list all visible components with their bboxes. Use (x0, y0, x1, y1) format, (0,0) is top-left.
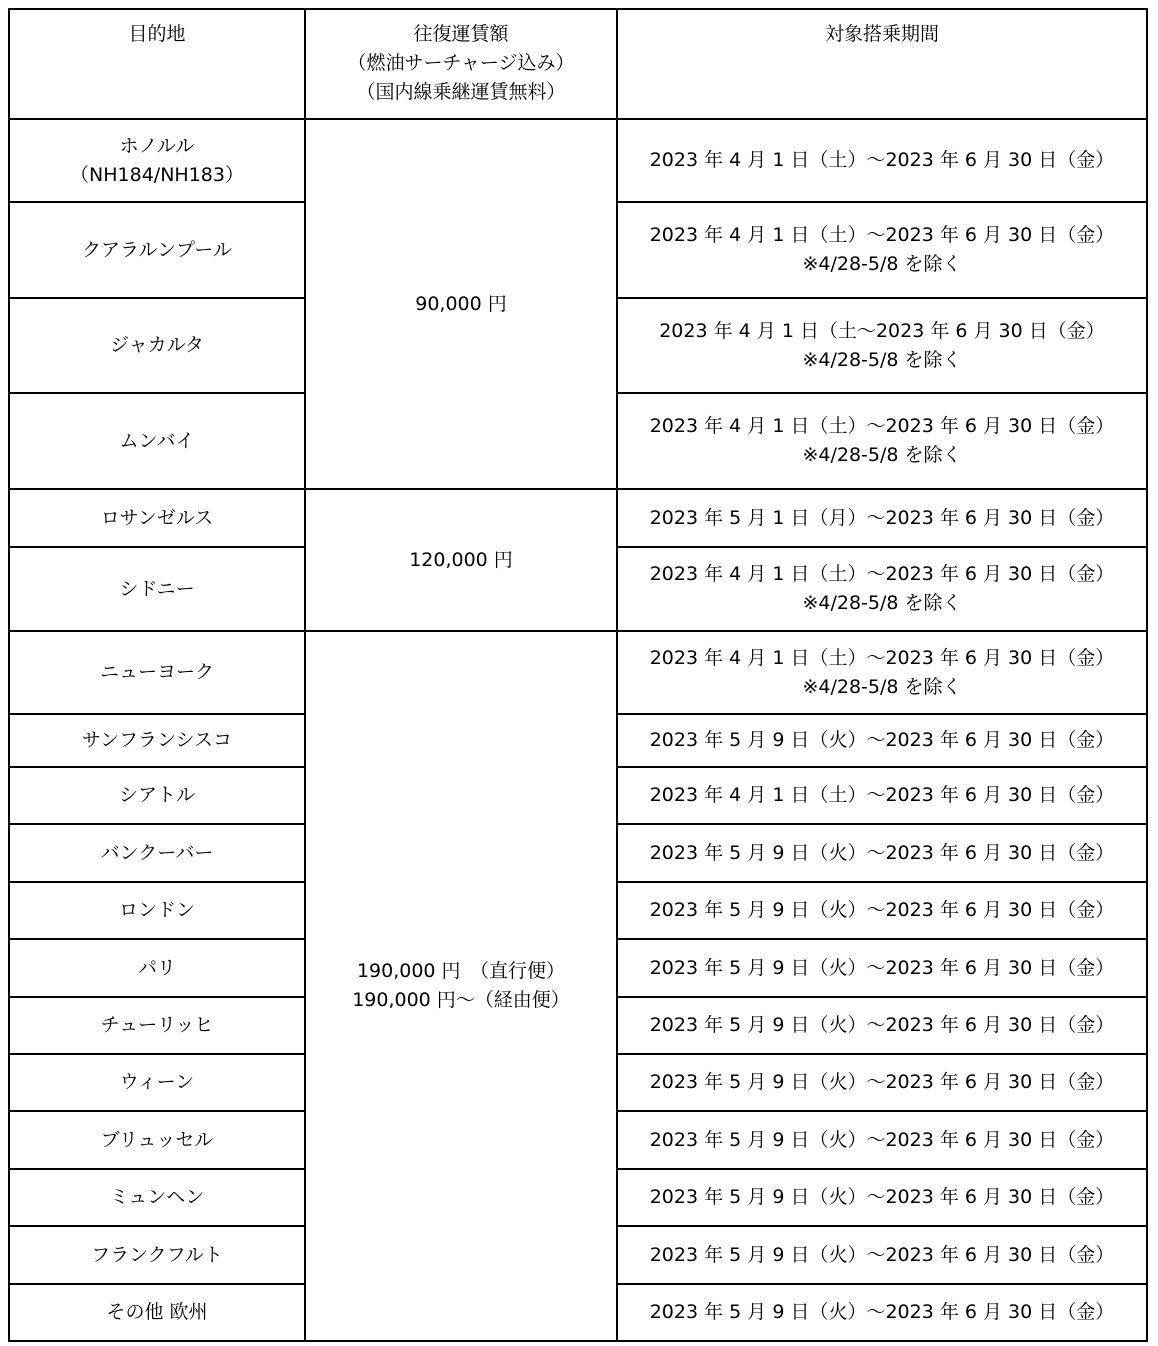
header-fare-line1: 往復運賃額 (413, 23, 509, 45)
header-destination: 目的地 (9, 9, 305, 119)
table-row (9, 489, 1147, 547)
destination-cell: ロンドン (9, 882, 305, 939)
fare-cell-group2: 120,000 円 (305, 489, 617, 631)
destination-cell: バンクーバー (9, 824, 305, 882)
destination-cell: ニューヨーク (9, 631, 305, 714)
period-note: ※4/28-5/8 を除く (802, 675, 962, 698)
period-cell (617, 298, 1147, 393)
period-note: ※4/28-5/8 を除く (802, 592, 962, 614)
destination-cell: ウィーン (9, 1054, 305, 1111)
period-cell (617, 202, 1147, 298)
period-cell: 2023 年 5 月 9 日（火）～2023 年 6 月 30 日（金） (617, 824, 1147, 882)
period-cell: 2023 年 5 月 9 日（火）～2023 年 6 月 30 日（金） (617, 882, 1147, 939)
table-row (9, 119, 1147, 202)
header-fare (305, 9, 617, 119)
destination-cell: ロサンゼルス (9, 489, 305, 547)
destination-cell: その他 欧州 (9, 1284, 305, 1341)
period-cell: 2023 年 5 月 9 日（火）～2023 年 6 月 30 日（金） (617, 1169, 1147, 1226)
period-cell: 2023 年 5 月 9 日（火）～2023 年 6 月 30 日（金） (617, 997, 1147, 1054)
period-text: 2023 年 4 月 1 日（土）～2023 年 6 月 30 日（金） (649, 646, 1115, 669)
period-cell: 2023 年 5 月 9 日（火）～2023 年 6 月 30 日（金） (617, 939, 1147, 997)
period-text: 2023 年 4 月 1 日（土）～2023 年 6 月 30 日（金） (649, 415, 1115, 437)
destination-cell: チューリッヒ (9, 997, 305, 1054)
destination-cell: シドニー (9, 547, 305, 631)
period-cell (617, 489, 1147, 547)
period-text: 2023 年 5 月 1 日（月）～2023 年 6 月 30 日（金） (649, 506, 1115, 529)
destination-cell: パリ (9, 939, 305, 997)
header-row (9, 9, 1147, 119)
period-cell: 2023 年 5 月 9 日（火）～2023 年 6 月 30 日（金） (617, 714, 1147, 767)
destination-cell: ブリュッセル (9, 1111, 305, 1169)
fare-connecting: 190,000 円～（経由便） (352, 989, 570, 1011)
header-fare-line3: （国内線乗継運賃無料） (356, 81, 566, 103)
period-cell (617, 119, 1147, 202)
table-row (9, 631, 1147, 714)
fare-cell-group3 (305, 631, 617, 1341)
destination-flight: （NH184/NH183） (70, 163, 244, 186)
period-cell (617, 547, 1147, 631)
period-text: 2023 年 4 月 1 日（土）～2023 年 6 月 30 日（金） (649, 563, 1115, 585)
fare-cell-group1: 90,000 円 (305, 119, 617, 489)
header-fare-line2: （燃油サーチャージ込み） (347, 52, 575, 74)
destination-cell: フランクフルト (9, 1226, 305, 1284)
fare-direct: 190,000 円 （直行便） (356, 960, 566, 982)
destination-cell: シアトル (9, 767, 305, 824)
period-note: ※4/28-5/8 を除く (802, 444, 962, 466)
period-cell: 2023 年 5 月 9 日（火）～2023 年 6 月 30 日（金） (617, 1111, 1147, 1169)
period-cell: 2023 年 5 月 9 日（火）～2023 年 6 月 30 日（金） (617, 1226, 1147, 1284)
destination-cell: サンフランシスコ (9, 714, 305, 767)
destination-cell: クアラルンプール (9, 202, 305, 298)
fare-table (8, 8, 1148, 1342)
period-cell: 2023 年 5 月 9 日（火）～2023 年 6 月 30 日（金） (617, 1054, 1147, 1111)
period-cell (617, 631, 1147, 714)
period-cell: 2023 年 4 月 1 日（土）～2023 年 6 月 30 日（金） (617, 767, 1147, 824)
period-cell: 2023 年 5 月 9 日（火）～2023 年 6 月 30 日（金） (617, 1284, 1147, 1341)
destination-name: ホノルル (119, 134, 195, 157)
period-note: ※4/28-5/8 を除く (802, 253, 962, 275)
period-note: ※4/28-5/8 を除く (802, 348, 962, 371)
destination-cell: ジャカルタ (9, 298, 305, 393)
destination-cell (9, 119, 305, 202)
period-text: 2023 年 4 月 1 日（土）～2023 年 6 月 30 日（金） (649, 224, 1115, 246)
period-text: 2023 年 4 月 1 日（土～2023 年 6 月 30 日（金） (659, 319, 1105, 342)
destination-cell: ミュンヘン (9, 1169, 305, 1226)
destination-cell: ムンバイ (9, 393, 305, 489)
period-cell (617, 393, 1147, 489)
header-period: 対象搭乗期間 (617, 9, 1147, 119)
period-text: 2023 年 4 月 1 日（土）～2023 年 6 月 30 日（金） (649, 149, 1115, 171)
